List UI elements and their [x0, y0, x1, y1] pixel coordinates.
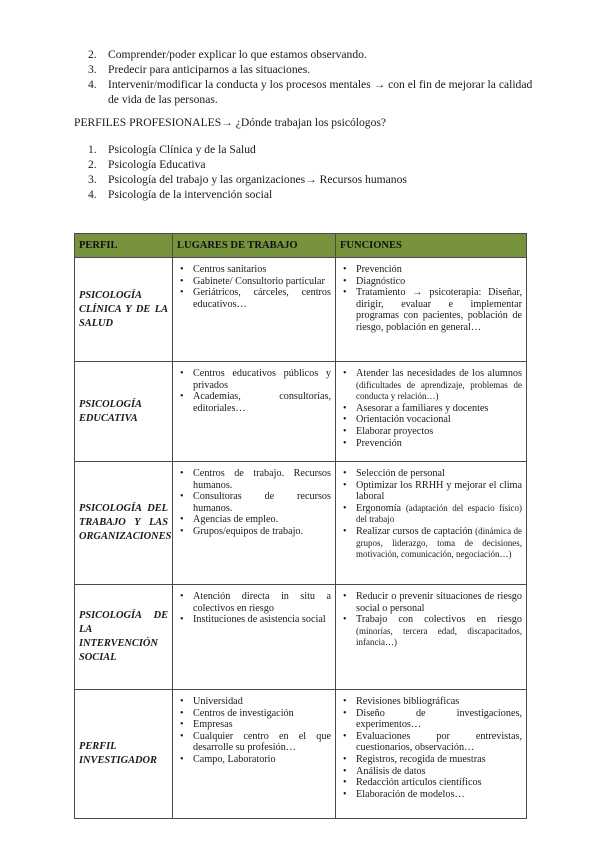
workplaces-cell [173, 585, 336, 690]
list-item: • Centros sanitarios [177, 264, 331, 276]
list-item: • Centros de investigación [177, 708, 331, 720]
list-item: • Diagnóstico [340, 276, 522, 288]
functions-cell [336, 258, 527, 362]
list-item: • Consultoras de recursos humanos. [177, 491, 331, 514]
workplaces-cell [173, 690, 336, 819]
list-item: • Gabinete/ Consultorio particular [177, 276, 331, 288]
profiles-list [74, 142, 407, 202]
list-item: • Reducir o prevenir situaciones de riesgo social o personal [340, 591, 522, 614]
list-item: • Realizar cursos de captación (dinámica de grupos, liderazgo, toma de decisiones, motivación, comunicación, negociación…) [340, 526, 522, 561]
list-item: • Campo, Laboratorio [177, 754, 331, 766]
list-item: • Ergonomía (adaptación del espacio físico) del trabajo [340, 503, 522, 526]
profile-cell: PSICOLOGÍA EDUCATIVA [75, 362, 173, 462]
list-item: • Elaboración de modelos… [340, 789, 522, 801]
header-perfil: PERFIL [75, 234, 173, 258]
list-item: • Centros de trabajo. Recursos humanos. [177, 468, 331, 491]
profile-cell: PSICOLOGÍA CLÍNICA Y DE LA SALUD [75, 258, 173, 362]
list-item: • Empresas [177, 719, 331, 731]
profile-cell: PSICOLOGÍA DE LA INTERVENCIÓN SOCIAL [75, 585, 173, 690]
header-lugares: LUGARES DE TRABAJO [173, 234, 336, 258]
objectives-list [74, 47, 534, 107]
list-item: • Instituciones de asistencia social [177, 614, 331, 626]
table-row [75, 690, 527, 819]
profile-cell: PERFIL INVESTIGADOR [75, 690, 173, 819]
list-item: • Elaborar proyectos [340, 426, 522, 438]
list-item: • Atender las necesidades de los alumnos (dificultades de aprendizaje, problemas de conducta y relación…) [340, 368, 522, 403]
list-item: • Selección de personal [340, 468, 522, 480]
functions-cell [336, 690, 527, 819]
list-item: • Tratamiento → psicoterapia: Diseñar, dirigir, evaluar e implementar programas con pacientes, población de riesgo, población en general… [340, 287, 522, 333]
list-item: • Trabajo con colectivos en riesgo (minorías, tercera edad, discapacitados, infancia…) [340, 614, 522, 649]
table-row [75, 585, 527, 690]
list-item: • Cualquier centro en el que desarrolle su profesión… [177, 731, 331, 754]
list-item: • Orientación vocacional [340, 414, 522, 426]
list-item: • Análisis de datos [340, 766, 522, 778]
list-item: • Agencias de empleo. [177, 514, 331, 526]
list-item: 3. Psicología del trabajo y las organizaciones→ Recursos humanos [88, 173, 407, 186]
functions-cell [336, 362, 527, 462]
functions-cell [336, 462, 527, 585]
list-item: 4. Intervenir/modificar la conducta y los procesos mentales → con el fin de mejorar la calidad de vida de las personas. [88, 78, 533, 106]
list-item: • Revisiones bibliográficas [340, 696, 522, 708]
list-item: 1. Psicología Clínica y de la Salud [88, 143, 256, 156]
list-item: • Prevención [340, 264, 522, 276]
table-row [75, 258, 527, 362]
list-item: • Universidad [177, 696, 331, 708]
header-funciones: FUNCIONES [336, 234, 527, 258]
list-item: • Registros, recogida de muestras [340, 754, 522, 766]
list-item: • Centros educativos públicos y privados [177, 368, 331, 391]
list-item: 3. Predecir para anticiparnos a las situaciones. [88, 63, 311, 76]
list-item: • Evaluaciones por entrevistas, cuestionarios, observación… [340, 731, 522, 754]
profiles-table [74, 233, 527, 819]
table-header-row [75, 234, 527, 258]
list-item: 2. Psicología Educativa [88, 158, 206, 171]
list-item: • Prevención [340, 438, 522, 450]
list-item: • Optimizar los RRHH y mejorar el clima laboral [340, 480, 522, 503]
list-item: • Asesorar a familiares y docentes [340, 403, 522, 415]
list-item: • Diseño de investigaciones, experimentos… [340, 708, 522, 731]
workplaces-cell [173, 258, 336, 362]
profile-cell: PSICOLOGÍA DEL TRABAJO Y LAS ORGANIZACIONES [75, 462, 173, 585]
list-item: • Grupos/equipos de trabajo. [177, 526, 331, 538]
list-item: 4. Psicología de la intervención social [88, 188, 273, 201]
list-item: 2. Comprender/poder explicar lo que estamos observando. [88, 48, 367, 61]
workplaces-cell [173, 462, 336, 585]
list-item: • Redacción artículos científicos [340, 777, 522, 789]
list-item: • Academias, consultorías, editoriales… [177, 391, 331, 414]
section-title: PERFILES PROFESIONALES→ ¿Dónde trabajan los psicólogos? [74, 116, 387, 129]
functions-cell [336, 585, 527, 690]
list-item: • Geriátricos, cárceles, centros educativos… [177, 287, 331, 310]
list-item: • Atención directa in situ a colectivos en riesgo [177, 591, 331, 614]
workplaces-cell [173, 362, 336, 462]
table-row [75, 462, 527, 585]
table-row [75, 362, 527, 462]
